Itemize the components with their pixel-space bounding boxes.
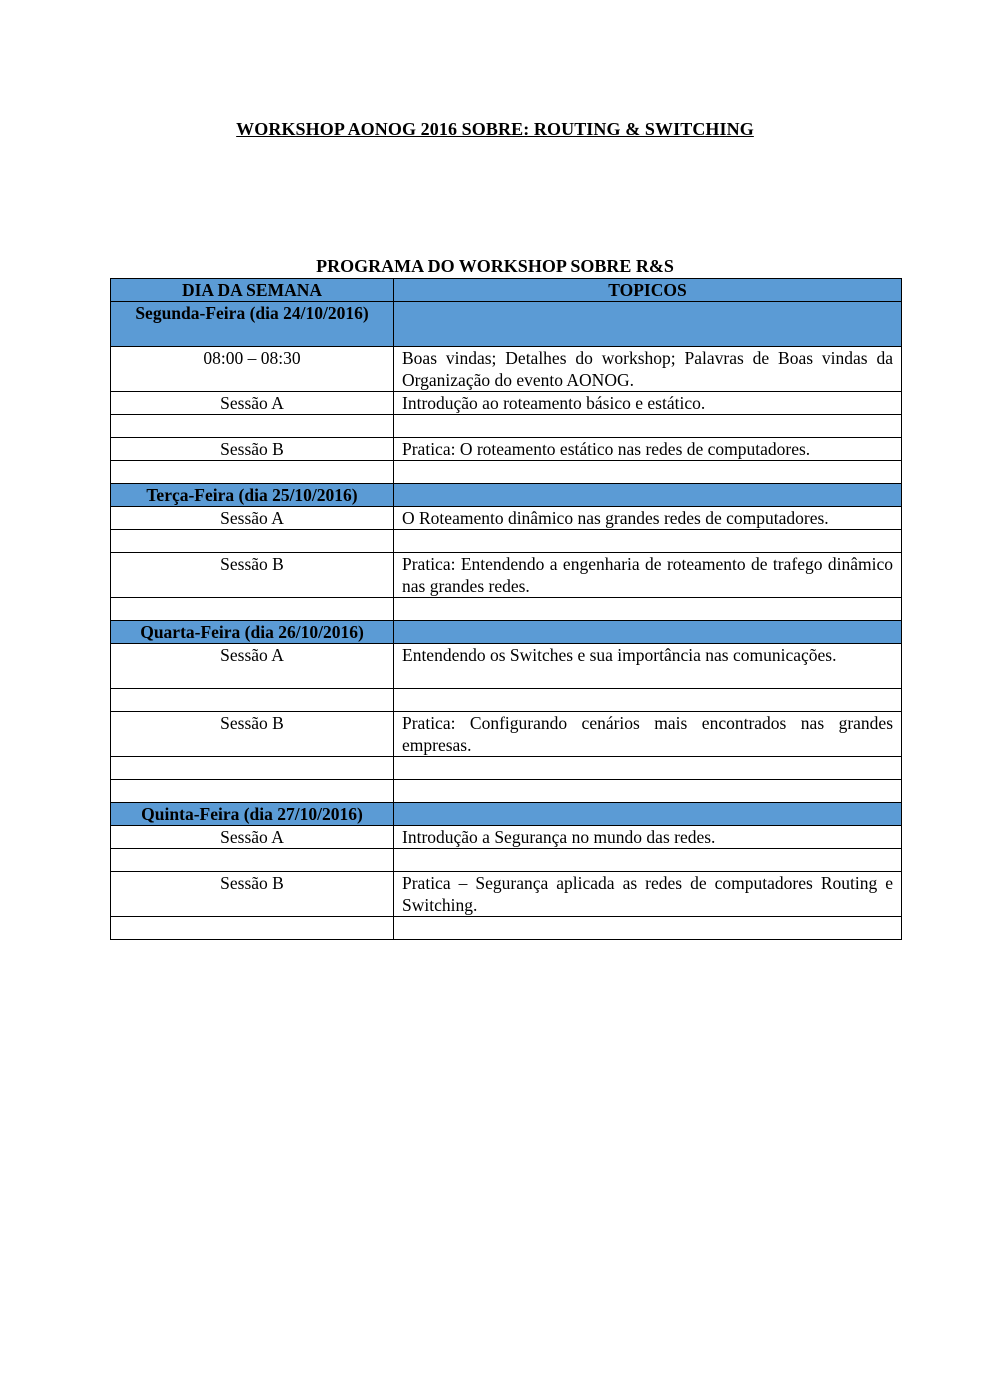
day-label: Segunda-Feira (dia 24/10/2016) [111, 302, 394, 347]
program-title: PROGRAMA DO WORKSHOP SOBRE R&S [316, 256, 674, 276]
header-day: DIA DA SEMANA [111, 279, 394, 302]
empty-row [111, 780, 902, 803]
day-row-monday [111, 302, 902, 347]
day-row-blank [394, 302, 902, 347]
day-label: Quarta-Feira (dia 26/10/2016) [111, 621, 394, 644]
session-topic: Introdução ao roteamento básico e estático. [394, 392, 902, 415]
session-slot: Sessão B [111, 872, 394, 917]
empty-row [111, 689, 902, 712]
empty-row [111, 415, 902, 438]
session-slot: Sessão A [111, 644, 394, 689]
day-label: Quinta-Feira (dia 27/10/2016) [111, 803, 394, 826]
session-topic: Pratica: Entendendo a engenharia de roteamento de trafego dinâmico nas grandes redes. [394, 553, 902, 598]
session-slot: Sessão B [111, 438, 394, 461]
empty-row [111, 461, 902, 484]
session-slot: Sessão A [111, 392, 394, 415]
table-row [111, 553, 902, 598]
table-row [111, 392, 902, 415]
session-slot: Sessão B [111, 712, 394, 757]
header-topics: TOPICOS [394, 279, 902, 302]
session-topic: O Roteamento dinâmico nas grandes redes de computadores. [394, 507, 902, 530]
empty-row [111, 757, 902, 780]
day-row-blank [394, 803, 902, 826]
day-row-blank [394, 484, 902, 507]
table-row [111, 712, 902, 757]
session-topic: Boas vindas; Detalhes do workshop; Palavras de Boas vindas da Organização do evento AONOG. [394, 347, 902, 392]
table-row [111, 644, 902, 689]
schedule-table [110, 278, 902, 940]
empty-row [111, 530, 902, 553]
session-topic: Pratica: O roteamento estático nas redes de computadores. [394, 438, 902, 461]
empty-row [111, 598, 902, 621]
day-row-wednesday [111, 621, 902, 644]
document-title: WORKSHOP AONOG 2016 SOBRE: ROUTING & SWITCHING [236, 119, 754, 139]
table-header-row [111, 279, 902, 302]
table-row [111, 347, 902, 392]
session-topic: Introdução a Segurança no mundo das redes. [394, 826, 902, 849]
empty-row [111, 917, 902, 940]
table-row [111, 507, 902, 530]
table-row [111, 872, 902, 917]
session-topic: Entendendo os Switches e sua importância nas comunicações. [394, 644, 902, 689]
day-row-tuesday [111, 484, 902, 507]
table-row [111, 438, 902, 461]
session-slot: Sessão B [111, 553, 394, 598]
session-topic: Pratica: Configurando cenários mais encontrados nas grandes empresas. [394, 712, 902, 757]
empty-row [111, 849, 902, 872]
session-slot: Sessão A [111, 826, 394, 849]
session-slot: Sessão A [111, 507, 394, 530]
session-slot: 08:00 – 08:30 [111, 347, 394, 392]
table-row [111, 826, 902, 849]
session-topic: Pratica – Segurança aplicada as redes de computadores Routing e Switching. [394, 872, 902, 917]
day-row-thursday [111, 803, 902, 826]
day-label: Terça-Feira (dia 25/10/2016) [111, 484, 394, 507]
day-row-blank [394, 621, 902, 644]
